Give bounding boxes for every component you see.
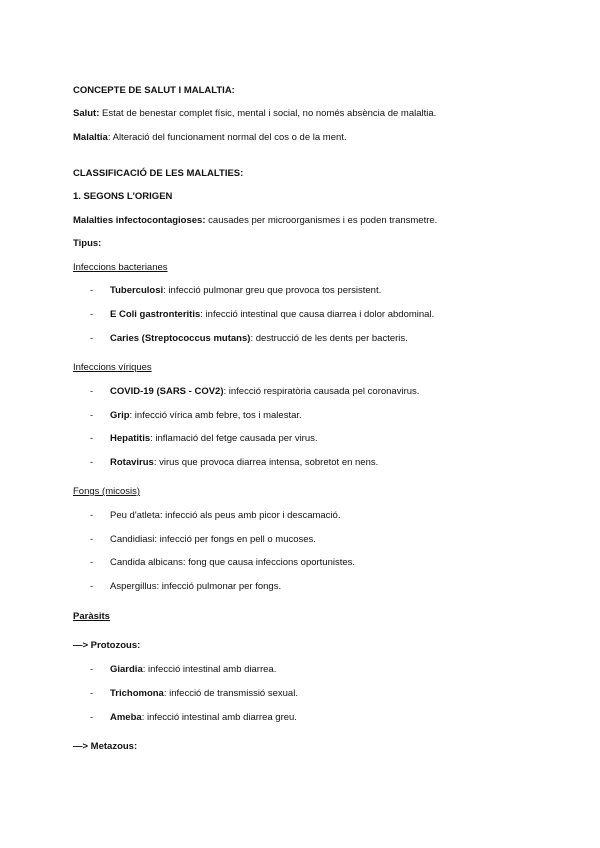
bullet: - (90, 285, 94, 296)
heading-concepte: CONCEPTE DE SALUT I MALALTIA: (73, 85, 235, 96)
list-item (90, 510, 340, 522)
list-item (90, 309, 434, 321)
item-desc: : destrucció de les dents per bacteris. (250, 333, 408, 344)
list-item (90, 386, 419, 398)
list-item (90, 557, 355, 569)
item-text: Candidiasi: infecció per fongs en pell o mucoses. (110, 534, 316, 545)
bullet: - (90, 581, 94, 592)
item-name: E Coli gastronteritis (110, 309, 201, 320)
bullet: - (90, 557, 94, 568)
item-name: Grip (110, 410, 130, 421)
item-text: Aspergillus: infecció pulmonar per fongs. (110, 581, 282, 592)
salut-text: Estat de benestar complet físic, mental i social, no només absència de malaltia. (99, 108, 437, 119)
heading-classificacio: CLASSIFICACIÓ DE LES MALALTIES: (73, 168, 244, 179)
fongs-title: Fongs (micosis) (73, 486, 141, 497)
infecto-definition (73, 215, 437, 227)
bullet: - (90, 457, 94, 468)
item-name: Giardia (110, 664, 143, 675)
item-text: Peu d'atleta: infecció als peus amb picor i descamació. (110, 510, 341, 521)
bullet: - (90, 433, 94, 444)
item-desc: : infecció pulmonar greu que provoca tos persistent. (163, 285, 382, 296)
list-item (90, 410, 302, 422)
list-item (90, 433, 318, 445)
item-desc: : infecció intestinal que causa diarrea i dolor abdominal. (200, 309, 435, 320)
bullet: - (90, 333, 94, 344)
list-item (90, 457, 378, 469)
bullet: - (90, 410, 94, 421)
malaltia-definition (73, 132, 347, 144)
list-item (90, 581, 281, 593)
list-item (90, 688, 298, 700)
item-desc: : virus que provoca diarrea intensa, sobretot en nens. (153, 457, 379, 468)
protozous-label: —> Protozous: (73, 640, 141, 651)
bullet: - (90, 664, 94, 675)
infecto-label: Malalties infectocontagioses: (73, 215, 206, 226)
list-item (90, 285, 381, 297)
list-item (90, 534, 316, 546)
viriques-title: Infeccions víriques (73, 362, 152, 373)
malaltia-text: : Alteració del funcionament normal del cos o de la ment. (107, 132, 347, 143)
bullet: - (90, 534, 94, 545)
item-name: Hepatitis (110, 433, 151, 444)
malaltia-label: Malaltia (73, 132, 108, 143)
list-item (90, 712, 297, 724)
bullet: - (90, 688, 94, 699)
metazous-label: —> Metazous: (73, 741, 138, 752)
item-desc: : infecció intestinal amb diarrea greu. (141, 712, 297, 723)
item-text: Candida albicans: fong que causa infeccions oportunistes. (110, 557, 356, 568)
item-desc: : infecció respiratòria causada pel coronavirus. (223, 386, 420, 397)
section-origen: 1. SEGONS L'ORIGEN (73, 191, 173, 202)
bullet: - (90, 712, 94, 723)
bullet: - (90, 309, 94, 320)
salut-definition (73, 108, 436, 120)
tipus-label: Tipus: (73, 238, 102, 249)
salut-label: Salut: (73, 108, 100, 119)
item-name: COVID-19 (SARS - COV2) (110, 386, 224, 397)
list-item (90, 333, 408, 345)
item-desc: : infecció intestinal amb diarrea. (142, 664, 277, 675)
bacterianes-title: Infeccions bacterianes (73, 262, 168, 273)
bullet: - (90, 386, 94, 397)
bullet: - (90, 510, 94, 521)
item-desc: : infecció de transmissió sexual. (163, 688, 298, 699)
item-desc: : infecció vírica amb febre, tos i malestar. (129, 410, 302, 421)
item-name: Caries (Streptococcus mutans) (110, 333, 251, 344)
parasits-title: Paràsits (73, 611, 110, 622)
item-name: Ameba (110, 712, 142, 723)
item-name: Tuberculosi (110, 285, 164, 296)
infecto-text: causades per microorganismes i es poden transmetre. (205, 215, 438, 226)
item-desc: : inflamació del fetge causada per virus. (150, 433, 318, 444)
list-item (90, 664, 276, 676)
item-name: Trichomona (110, 688, 164, 699)
item-name: Rotavirus (110, 457, 154, 468)
